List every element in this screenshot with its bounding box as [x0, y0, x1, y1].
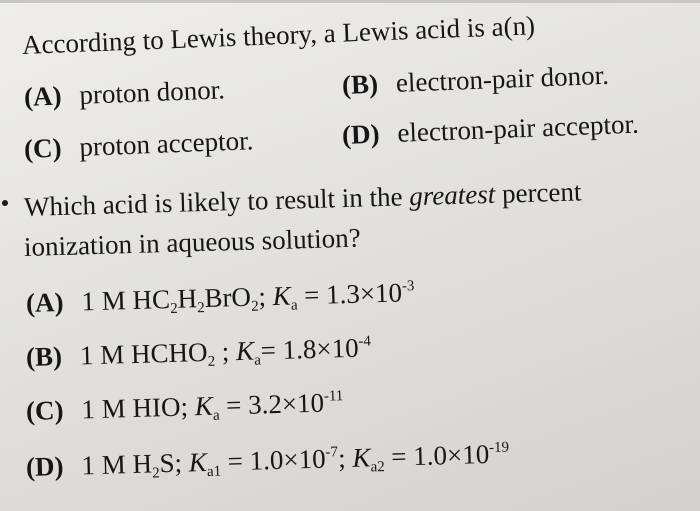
q2-option-a-letter: (A): [25, 286, 64, 318]
q2-option-d-value2: 1.0×10: [412, 439, 490, 472]
q1-option-c: [23, 125, 253, 164]
q2-option-a-value: 1.3×10: [325, 277, 403, 310]
q2-option-d-eq1: =: [220, 445, 251, 477]
q2-option-c-k: K: [194, 390, 214, 422]
q2-stem-line1: [24, 176, 582, 222]
q1-option-a-letter: (A): [23, 80, 63, 112]
q2-option-c-sep: ;: [180, 391, 196, 422]
q2-option-d-exponent2: -19: [488, 439, 510, 457]
q2-option-b-letter: (B): [25, 341, 63, 372]
q2-option-b-ksub: a: [254, 352, 262, 369]
q2-option-d-conc: 1 M: [81, 449, 127, 481]
q2-option-d-sep2: ;: [337, 442, 353, 474]
q1-option-b-letter: (B): [341, 68, 379, 100]
q1-option-b: [341, 60, 609, 100]
q2-option-d-letter: (D): [25, 450, 64, 482]
q2-option-a-formula-part: H: [177, 283, 198, 314]
q2-option-c: [26, 387, 344, 426]
q2-option-b-formula-part: HCHO: [130, 336, 208, 370]
q2-option-d: [26, 439, 510, 482]
q2-stem-pre: Which acid is likely to result in the: [23, 181, 410, 222]
q2-option-d-eq2: =: [384, 441, 414, 472]
q2-option-d-formula-part: H: [132, 448, 153, 480]
q1-option-c-letter: (C): [23, 132, 63, 164]
bullet-mark: [2, 200, 8, 206]
q2-option-d-k2sub: a2: [370, 458, 386, 476]
q2-option-a-exponent: -3: [401, 278, 415, 295]
q2-option-c-value: 3.2×10: [247, 387, 325, 420]
q1-option-d-text: electron-pair acceptor.: [396, 108, 640, 148]
q2-option-c-ksub: a: [212, 407, 220, 424]
q2-option-a-ksub: a: [290, 297, 298, 314]
q2-stem-post: percent: [494, 176, 582, 209]
q1-option-a: [23, 74, 225, 112]
q2-option-a-subscript: 2: [170, 300, 178, 317]
q1-option-c-text: proton acceptor.: [78, 125, 254, 162]
q2-option-b-subscript: 2: [207, 353, 216, 370]
q1-option-a-text: proton donor.: [78, 74, 226, 110]
q1-option-d-letter: (D): [341, 118, 381, 150]
q2-option-c-conc: 1 M: [81, 393, 127, 425]
q1-stem: According to Lewis theory, a Lewis acid is a(n): [21, 10, 536, 60]
q2-option-b: [26, 332, 372, 372]
q2-option-a-eq: =: [296, 279, 327, 311]
q2-stem-emphasis: greatest: [408, 178, 496, 212]
q2-option-b-k: K: [235, 335, 255, 367]
q2-option-c-formula-part: HIO: [132, 391, 181, 424]
q1-option-d: [341, 109, 639, 150]
q2-option-b-eq: =: [260, 334, 284, 366]
q2-option-a-subscript: 2: [250, 298, 259, 315]
q2-option-d-k1sub: a1: [206, 463, 222, 480]
q1-option-b-text: electron-pair donor.: [395, 59, 610, 98]
top-edge: [0, 0, 700, 3]
q2-option-a-subscript: 2: [197, 300, 205, 317]
q2-option-d-sep: ;: [174, 447, 190, 478]
q2-option-a-formula-part: BrO: [204, 281, 252, 314]
q2-option-b-sep: ;: [214, 336, 237, 367]
q2-option-a-conc: 1 M: [81, 285, 127, 317]
q2-option-d-formula-part: S: [159, 447, 175, 479]
q2-option-b-exponent: -4: [358, 333, 372, 350]
q2-option-b-conc: 1 M: [79, 339, 125, 371]
q2-option-d-k2: K: [351, 442, 371, 473]
q2-option-b-value: 1.8×10: [282, 332, 359, 365]
q2-option-a: [26, 277, 415, 318]
q2-option-a-formula-part: HC: [132, 283, 171, 316]
q2-option-d-subscript: 2: [152, 465, 160, 482]
q2-stem-line2: ionization in aqueous solution?: [23, 222, 361, 262]
q2-option-a-sep: ;: [258, 281, 274, 312]
q2-option-d-value1: 1.0×10: [249, 443, 327, 476]
q2-option-d-exponent1: -7: [325, 444, 339, 461]
q2-option-d-k1: K: [188, 446, 208, 478]
q2-option-c-exponent: -11: [323, 388, 344, 405]
q2-option-c-eq: =: [218, 389, 249, 421]
q2-option-c-letter: (C): [25, 394, 64, 426]
q2-option-a-k: K: [272, 280, 292, 312]
